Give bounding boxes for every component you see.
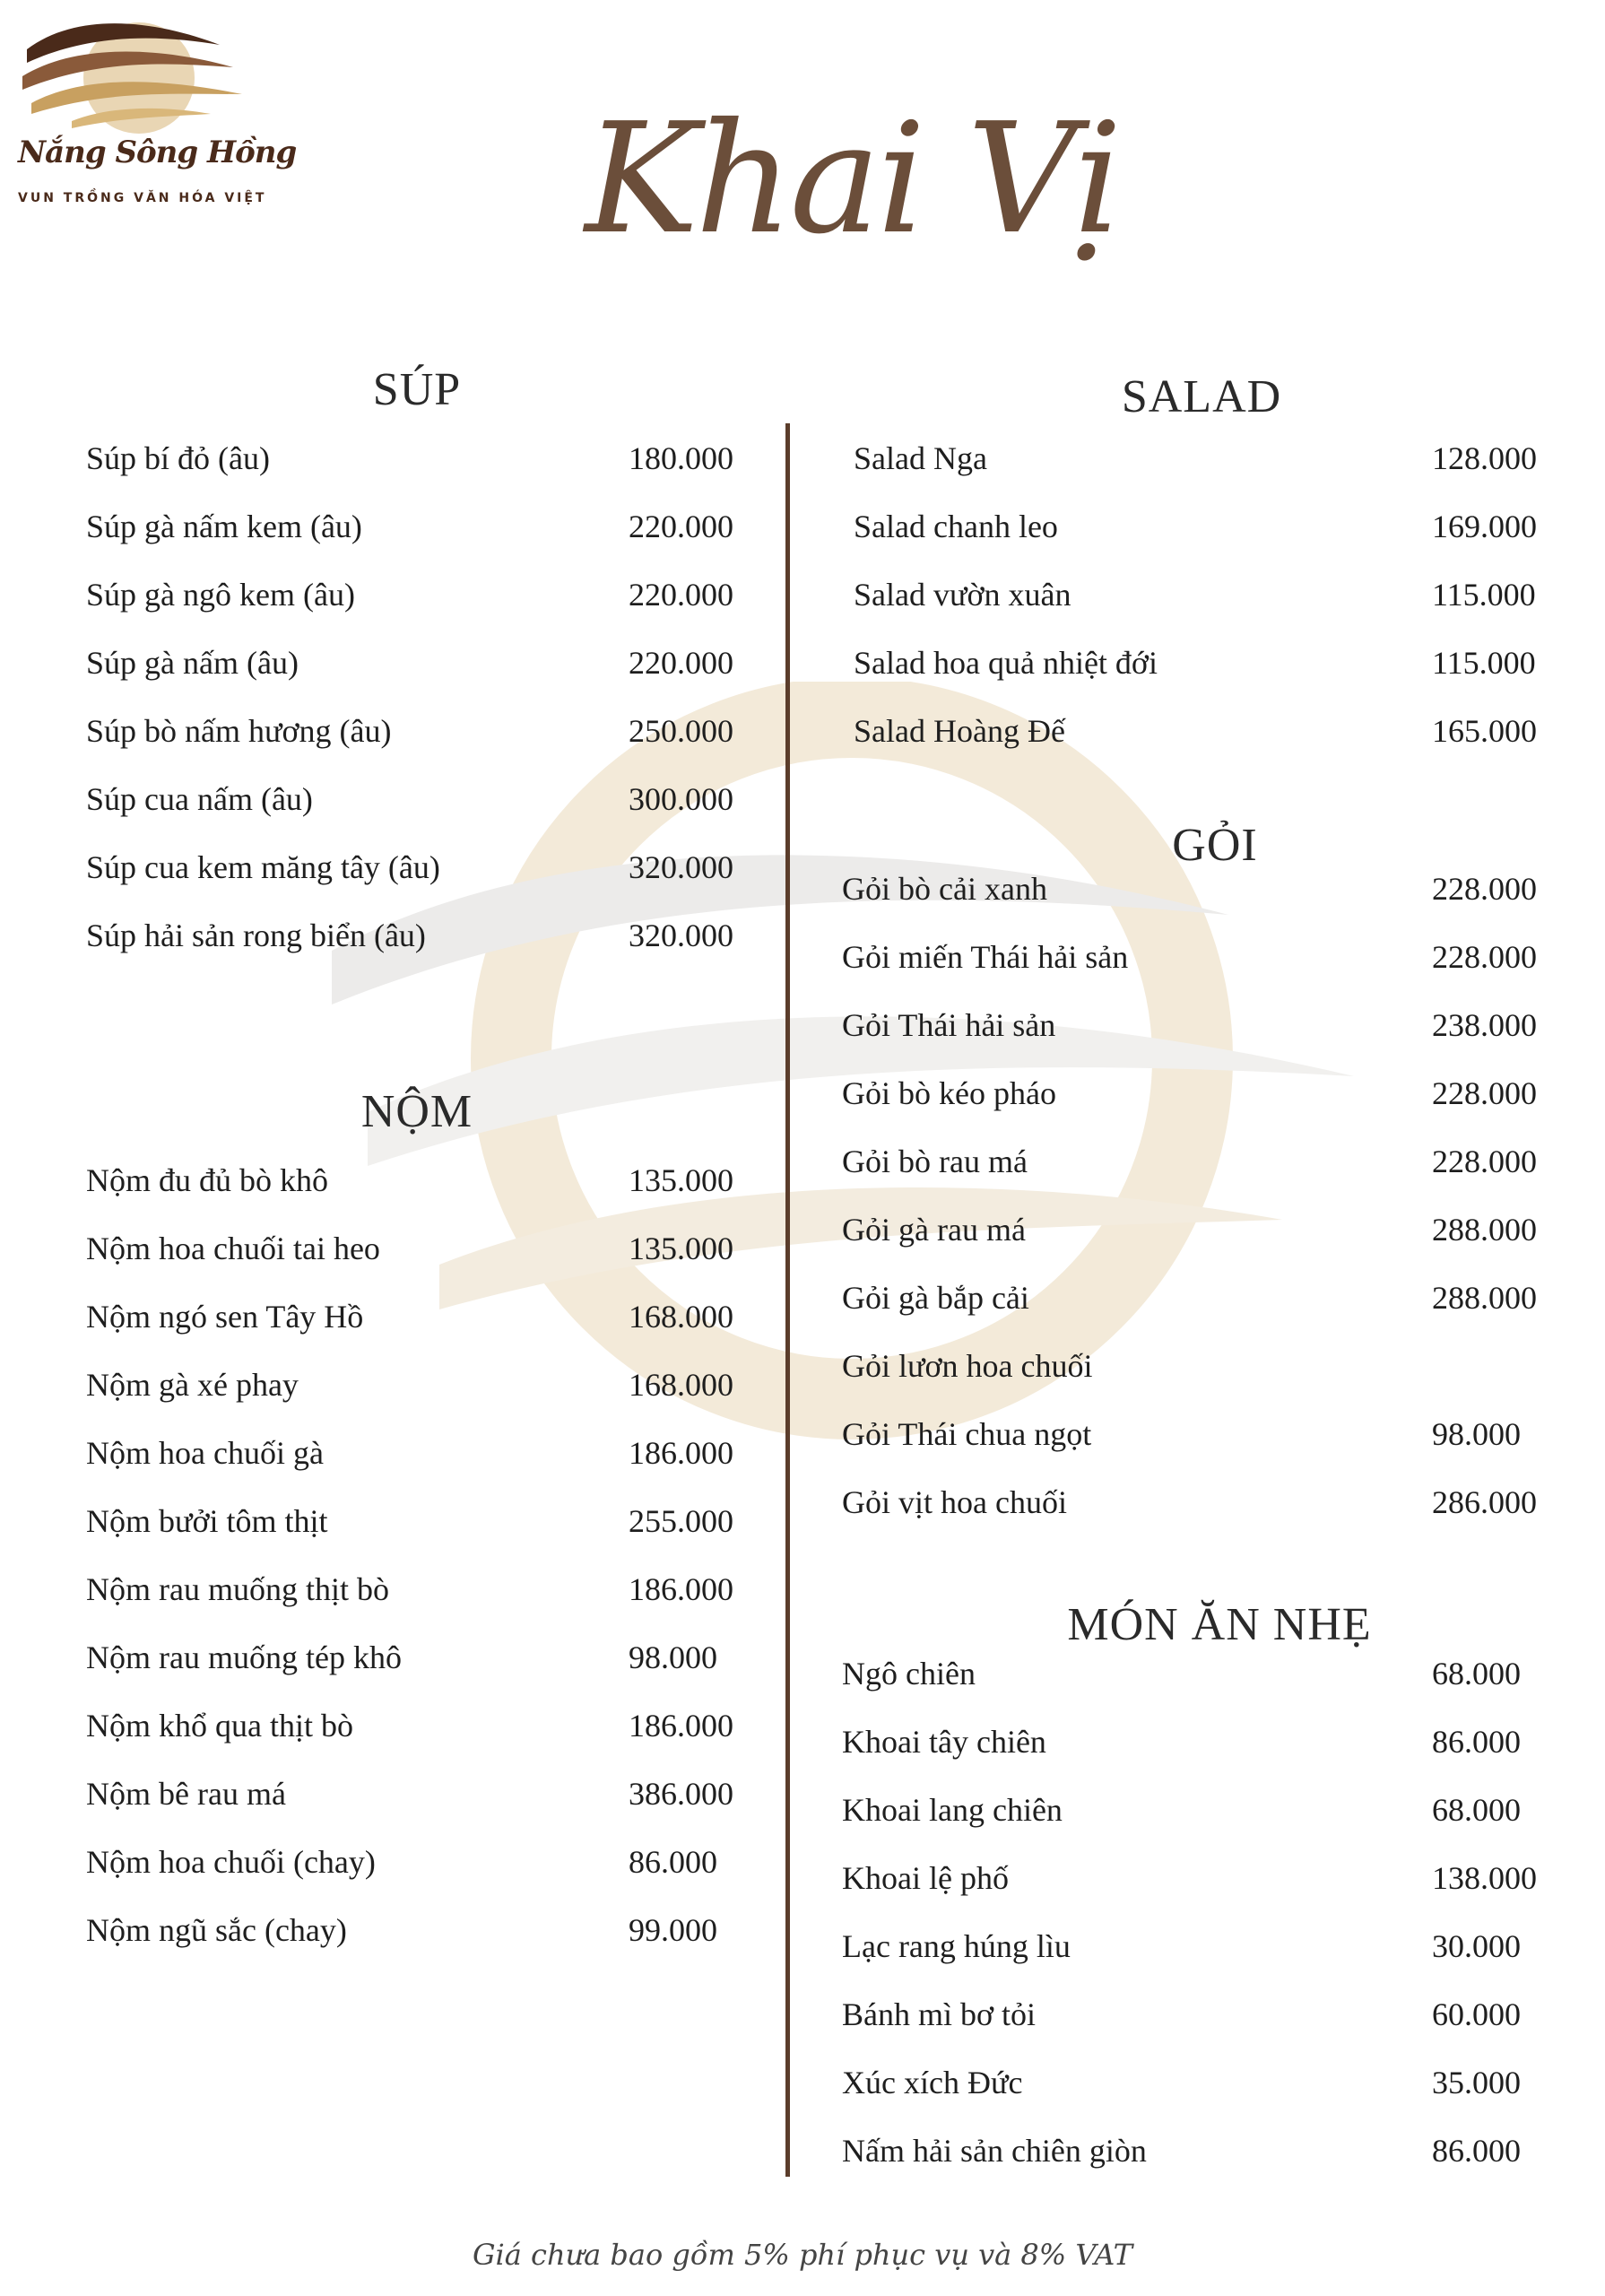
menu-item [86, 1775, 741, 1843]
menu-item [86, 1707, 741, 1775]
item-name: Nấm hải sản chiên giòn [842, 2133, 1147, 2169]
item-name: Nộm bê rau má [86, 1776, 286, 1812]
menu-item [86, 1570, 741, 1639]
menu-item [842, 2132, 1544, 2200]
item-price: 186.000 [629, 1571, 733, 1607]
item-name: Gỏi Thái chua ngọt [842, 1416, 1092, 1452]
list-goi [842, 870, 1544, 1552]
item-price: 288.000 [1432, 1280, 1537, 1316]
item-name: Salad Nga [854, 440, 987, 476]
item-price: 220.000 [629, 645, 733, 681]
menu-item [842, 1927, 1544, 1996]
item-price: 60.000 [1432, 1996, 1521, 2032]
item-name: Gỏi lươn hoa chuối [842, 1348, 1093, 1384]
menu-item [842, 938, 1544, 1006]
section-title-nom: NỘM [360, 1086, 473, 1137]
item-price: 288.000 [1432, 1212, 1537, 1248]
item-price: 169.000 [1432, 509, 1537, 544]
menu-item [842, 870, 1544, 938]
item-name: Súp bí đỏ (âu) [86, 440, 270, 476]
menu-item [842, 1143, 1544, 1211]
item-name: Súp cua nấm (âu) [86, 781, 313, 817]
item-price: 180.000 [629, 440, 733, 476]
item-name: Salad vườn xuân [854, 577, 1071, 613]
menu-item [854, 712, 1544, 780]
item-name: Salad hoa quả nhiệt đới [854, 645, 1158, 681]
menu-item [842, 1006, 1544, 1074]
item-name: Gỏi Thái hải sản [842, 1007, 1056, 1043]
menu-item [842, 1791, 1544, 1859]
item-name: Gỏi gà rau má [842, 1212, 1026, 1248]
list-nom [86, 1161, 741, 1979]
item-price: 35.000 [1432, 2065, 1521, 2100]
section-title-sup: SÚP [372, 364, 462, 415]
item-price: 168.000 [629, 1299, 733, 1335]
menu-item [842, 1996, 1544, 2064]
item-price: 300.000 [629, 781, 733, 817]
menu-item [86, 917, 741, 985]
list-salad [854, 439, 1544, 780]
item-price: 115.000 [1432, 577, 1536, 613]
item-price: 320.000 [629, 918, 733, 953]
footnote: Giá chưa bao gồm 5% phí phục vụ và 8% VAT [472, 2238, 1132, 2272]
item-price: 228.000 [1432, 1144, 1537, 1179]
item-price: 99.000 [629, 1912, 717, 1948]
item-name: Nộm hoa chuối tai heo [86, 1231, 380, 1266]
menu-item [86, 1366, 741, 1434]
item-price: 30.000 [1432, 1928, 1521, 1964]
item-name: Nộm bưởi tôm thịt [86, 1503, 328, 1539]
item-price: 68.000 [1432, 1656, 1521, 1692]
item-name: Súp bò nấm hương (âu) [86, 713, 392, 749]
logo-waves-icon [18, 13, 251, 139]
item-price: 238.000 [1432, 1007, 1537, 1043]
item-name: Nộm khổ qua thịt bò [86, 1708, 353, 1744]
menu-item [842, 1415, 1544, 1483]
menu-item [86, 1298, 741, 1366]
brand-logo [18, 13, 297, 205]
item-price: 165.000 [1432, 713, 1537, 749]
item-name: Gỏi vịt hoa chuối [842, 1484, 1067, 1520]
item-name: Gỏi gà bắp cải [842, 1280, 1029, 1316]
item-price: 386.000 [629, 1776, 733, 1812]
item-name: Salad Hoàng Đế [854, 713, 1065, 749]
menu-item [842, 1347, 1544, 1415]
page-title: Khai Vị [585, 91, 1119, 268]
item-name: Gỏi bò rau má [842, 1144, 1028, 1179]
item-price: 168.000 [629, 1367, 733, 1403]
item-price: 86.000 [1432, 2133, 1521, 2169]
item-name: Khoai lang chiên [842, 1792, 1063, 1828]
menu-item [86, 1230, 741, 1298]
menu-item [86, 1434, 741, 1502]
menu-item [86, 780, 741, 848]
menu-item [86, 439, 741, 508]
menu-item [854, 576, 1544, 644]
item-price: 86.000 [629, 1844, 717, 1880]
item-name: Nộm đu đủ bò khô [86, 1162, 328, 1198]
list-sup [86, 439, 741, 985]
item-price: 138.000 [1432, 1860, 1537, 1896]
item-name: Ngô chiên [842, 1656, 976, 1692]
item-price: 228.000 [1432, 871, 1537, 907]
menu-item [842, 1211, 1544, 1279]
brand-name: Nắng Sông Hồng [18, 135, 297, 170]
item-name: Nộm ngũ sắc (chay) [86, 1912, 347, 1948]
item-price: 98.000 [629, 1639, 717, 1675]
item-name: Salad chanh leo [854, 509, 1058, 544]
menu-item [86, 1502, 741, 1570]
item-name: Súp gà nấm kem (âu) [86, 509, 362, 544]
menu-item [842, 1655, 1544, 1723]
item-price: 186.000 [629, 1435, 733, 1471]
menu-item [86, 848, 741, 917]
item-name: Súp gà nấm (âu) [86, 645, 299, 681]
menu-item [842, 1279, 1544, 1347]
item-price: 320.000 [629, 849, 733, 885]
list-mon-an-nhe [842, 1655, 1544, 2200]
item-price: 128.000 [1432, 440, 1537, 476]
menu-item [842, 1723, 1544, 1791]
menu-item [854, 644, 1544, 712]
menu-item [86, 1911, 741, 1979]
item-price: 98.000 [1432, 1416, 1521, 1452]
item-name: Nộm hoa chuối gà [86, 1435, 324, 1471]
brand-tagline: VUN TRỒNG VĂN HÓA VIỆT [18, 191, 267, 205]
item-name: Nộm rau muống thịt bò [86, 1571, 389, 1607]
item-price: 250.000 [629, 713, 733, 749]
menu-item [86, 712, 741, 780]
menu-item [86, 576, 741, 644]
item-price: 220.000 [629, 509, 733, 544]
item-price: 255.000 [629, 1503, 733, 1539]
item-name: Gỏi miến Thái hải sản [842, 939, 1129, 975]
menu-item [86, 644, 741, 712]
menu-item [854, 508, 1544, 576]
item-name: Khoai tây chiên [842, 1724, 1046, 1760]
menu-item [86, 1161, 741, 1230]
item-price: 135.000 [629, 1231, 733, 1266]
item-name: Nộm rau muống tép khô [86, 1639, 402, 1675]
item-name: Nộm gà xé phay [86, 1367, 299, 1403]
item-price: 68.000 [1432, 1792, 1521, 1828]
item-price: 86.000 [1432, 1724, 1521, 1760]
menu-item [842, 1483, 1544, 1552]
menu-item [86, 1843, 741, 1911]
item-name: Gỏi bò cải xanh [842, 871, 1047, 907]
section-title-mon-an-nhe: MÓN ĂN NHẸ [1067, 1599, 1372, 1650]
item-price: 228.000 [1432, 1075, 1537, 1111]
item-price: 186.000 [629, 1708, 733, 1744]
item-price: 220.000 [629, 577, 733, 613]
item-name: Súp hải sản rong biển (âu) [86, 918, 426, 953]
menu-item [854, 439, 1544, 508]
item-price: 228.000 [1432, 939, 1537, 975]
item-price: 286.000 [1432, 1484, 1537, 1520]
section-title-goi: GỎI [1172, 820, 1258, 871]
section-title-salad: SALAD [1121, 371, 1282, 422]
item-price: 115.000 [1432, 645, 1536, 681]
item-name: Nộm ngó sen Tây Hồ [86, 1299, 364, 1335]
menu-item [86, 1639, 741, 1707]
item-name: Khoai lệ phố [842, 1860, 1009, 1896]
menu-item [842, 2064, 1544, 2132]
menu-item [86, 508, 741, 576]
item-price: 135.000 [629, 1162, 733, 1198]
menu-item [842, 1074, 1544, 1143]
item-name: Lạc rang húng lìu [842, 1928, 1071, 1964]
item-name: Xúc xích Đức [842, 2065, 1023, 2100]
item-name: Bánh mì bơ tỏi [842, 1996, 1037, 2032]
item-name: Nộm hoa chuối (chay) [86, 1844, 376, 1880]
column-divider [785, 423, 790, 2177]
item-name: Súp gà ngô kem (âu) [86, 577, 355, 613]
item-name: Súp cua kem măng tây (âu) [86, 849, 440, 885]
menu-item [842, 1859, 1544, 1927]
item-name: Gỏi bò kéo pháo [842, 1075, 1056, 1111]
